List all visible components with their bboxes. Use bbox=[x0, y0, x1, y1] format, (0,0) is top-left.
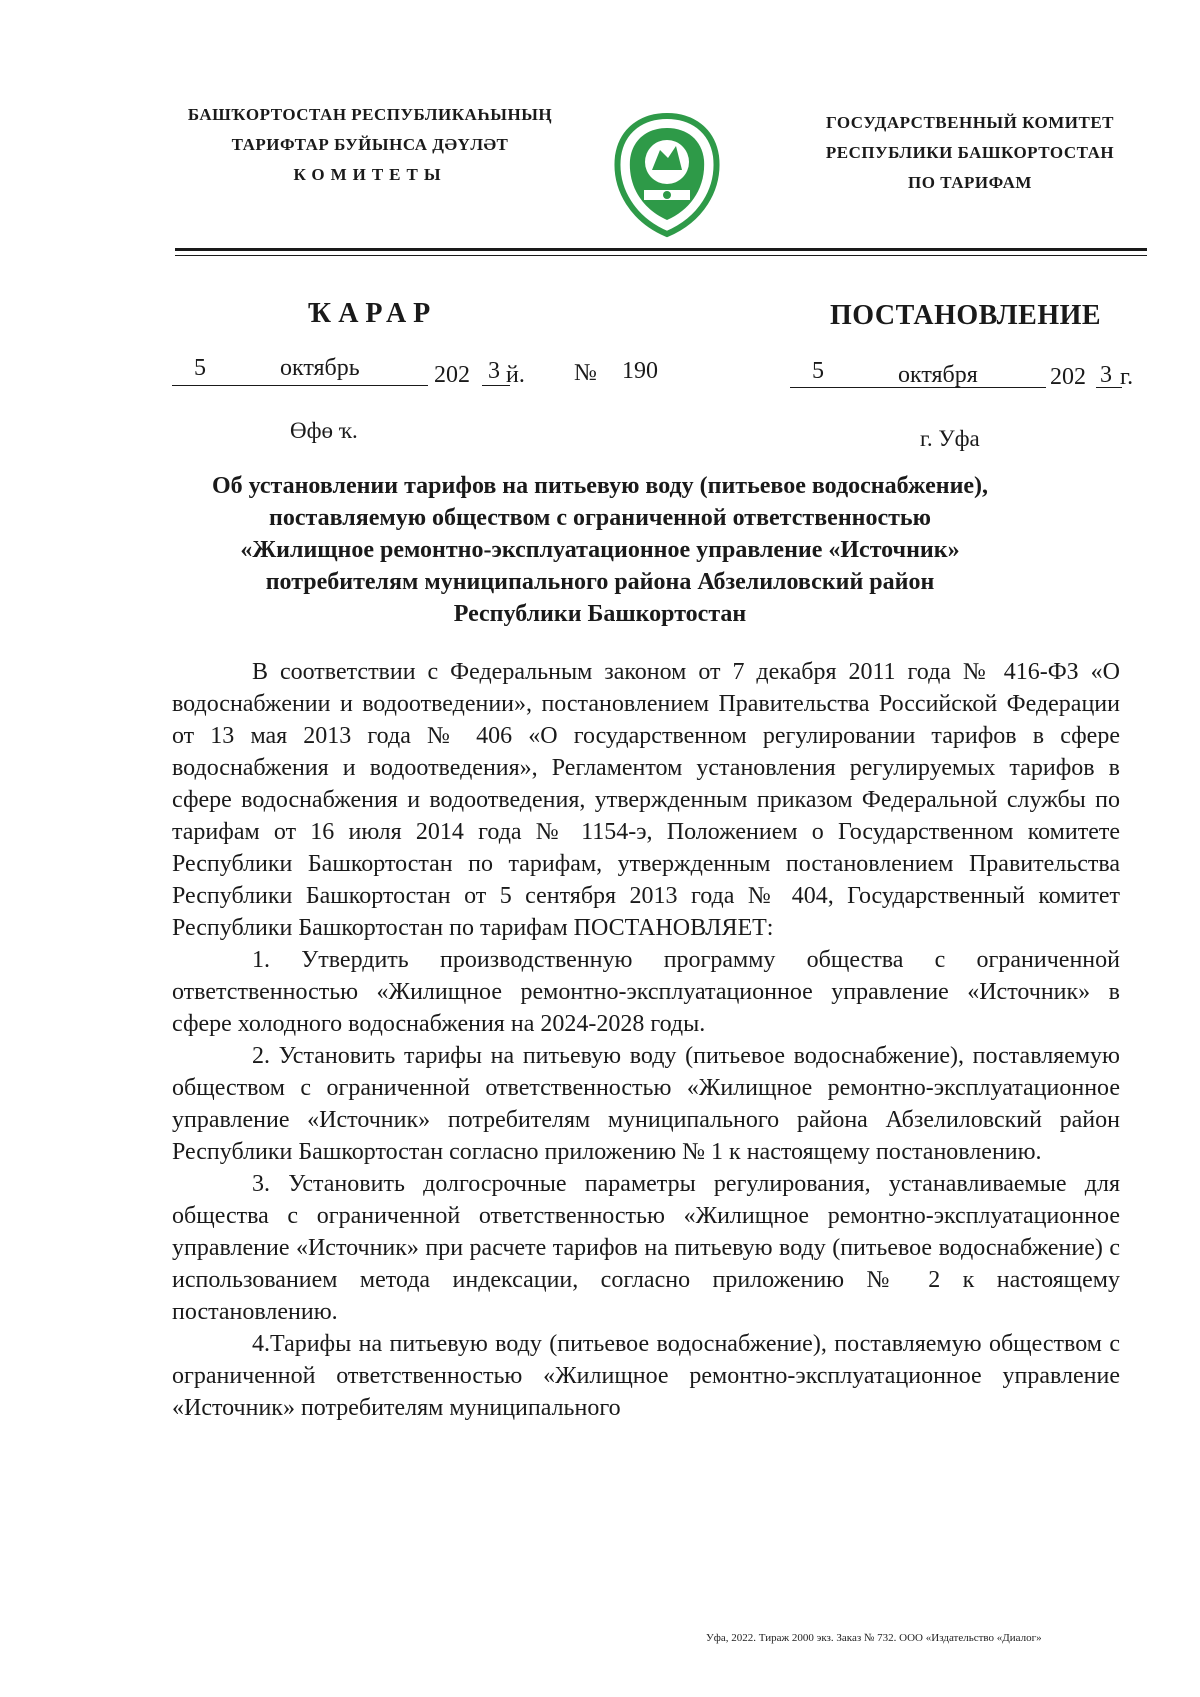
header-left bbox=[160, 100, 580, 190]
date-right-month: октября bbox=[898, 362, 978, 388]
paragraph-item-2: 2. Установить тарифы на питьевую воду (питьевое водоснабжение), поставляемую обществом с ограниченной ответственностью «Жилищное ремонтно-эксплуатационное управление «Источник» потребителям муниципального района Абзелиловский район Республики Башкортостан согласно приложению № 1 к настоящему постановлению. bbox=[172, 1043, 1120, 1165]
date-right-year-suffix: г. bbox=[1120, 364, 1134, 390]
header-left-line-1: БАШҠОРТОСТАН РЕСПУБЛИКАҺЫНЫҢ bbox=[187, 105, 553, 124]
emblem-icon bbox=[612, 110, 722, 240]
date-left-underline bbox=[172, 385, 428, 386]
header-rule-thin bbox=[175, 255, 1147, 256]
header-right-line-2: РЕСПУБЛИКИ БАШКОРТОСТАН bbox=[825, 143, 1115, 162]
header-right bbox=[780, 108, 1160, 198]
header-left-line-2: ТАРИФТАР БУЙЫНСА ДӘҮЛӘТ bbox=[231, 135, 509, 154]
document-title bbox=[160, 470, 1040, 630]
document-body bbox=[172, 656, 1120, 1424]
header-left-line-3: КОМИТЕТЫ bbox=[293, 165, 447, 184]
date-left-month: октябрь bbox=[280, 355, 360, 381]
document-title-line-2: поставляемую обществом с ограниченной ответственностью bbox=[269, 505, 931, 531]
city-right: г. Уфа bbox=[920, 426, 980, 451]
document-title-line-4: потребителям муниципального района Абзелиловский район bbox=[265, 569, 935, 595]
paragraph-item-1: 1. Утвердить производственную программу общества с ограниченной ответственностью «Жилищное ремонтно-эксплуатационное управление «Источник» в сфере холодного водоснабжения на 2024-2028 годы. bbox=[172, 947, 1120, 1037]
city-left: Өфө ҡ. bbox=[290, 418, 358, 443]
header-right-line-3: ПО ТАРИФАМ bbox=[908, 173, 1032, 192]
title-karar: ҠАРАР bbox=[308, 298, 438, 329]
date-right-year-digit: 3 bbox=[1100, 362, 1112, 388]
date-left-day: 5 bbox=[194, 355, 206, 381]
date-right-year-prefix: 202 bbox=[1050, 364, 1086, 390]
document-title-line-3: «Жилищное ремонтно-эксплуатационное управление «Источник» bbox=[240, 537, 960, 563]
title-postanovlenie: ПОСТАНОВЛЕНИЕ bbox=[830, 300, 1102, 331]
date-left-year-digit: 3 bbox=[488, 358, 500, 384]
date-right-day: 5 bbox=[812, 358, 824, 384]
header-rule-thick bbox=[175, 248, 1147, 251]
print-footer: Уфа, 2022. Тираж 2000 экз. Заказ № 732. ООО «Издательство «Диалог» bbox=[706, 1632, 1042, 1644]
date-left-year-suffix: й. bbox=[506, 362, 525, 388]
paragraph-preamble: В соответствии с Федеральным законом от 7 декабря 2011 года № 416-ФЗ «О водоснабжении и водоотведении», постановлением Правительства Российской Федерации от 13 мая 2013 года № 406 «О государственном регулировании тарифов в сфере водоснабжения и водоотведения», Регламентом установления регулируемых тарифов в сфере водоснабжения и водоотведения, утвержденным приказом Федеральной службы по тарифам от 16 июля 2014 года № 1154-э, Положением о Государственном комитете Республики Башкортостан по тарифам, утвержденным постановлением Правительства Республики Башкортостан от 5 сентября 2013 года № 404, Государственный комитет Республики Башкортостан по тарифам ПОСТАНОВЛЯЕТ: bbox=[172, 659, 1120, 941]
date-left-year-prefix: 202 bbox=[434, 362, 470, 388]
paragraph-item-4: 4.Тарифы на питьевую воду (питьевое водоснабжение), поставляемую обществом с ограниченной ответственностью «Жилищное ремонтно-эксплуатационное управление «Источник» потребителям муниципального bbox=[172, 1331, 1120, 1421]
number-label: № bbox=[574, 360, 597, 386]
paragraph-item-3: 3. Установить долгосрочные параметры регулирования, устанавливаемые для общества с ограниченной ответственностью «Жилищное ремонтно-эксплуатационное управление «Источник» при расчете тарифов на питьевую воду (питьевое водоснабжение) с использованием метода индексации, согласно приложению № 2 к настоящему постановлению. bbox=[172, 1171, 1120, 1325]
header-right-line-1: ГОСУДАРСТВЕННЫЙ КОМИТЕТ bbox=[825, 113, 1114, 132]
document-title-line-5: Республики Башкортостан bbox=[453, 601, 747, 627]
document-title-line-1: Об установлении тарифов на питьевую воду (питьевое водоснабжение), bbox=[211, 473, 989, 499]
document-number: 190 bbox=[622, 358, 658, 384]
